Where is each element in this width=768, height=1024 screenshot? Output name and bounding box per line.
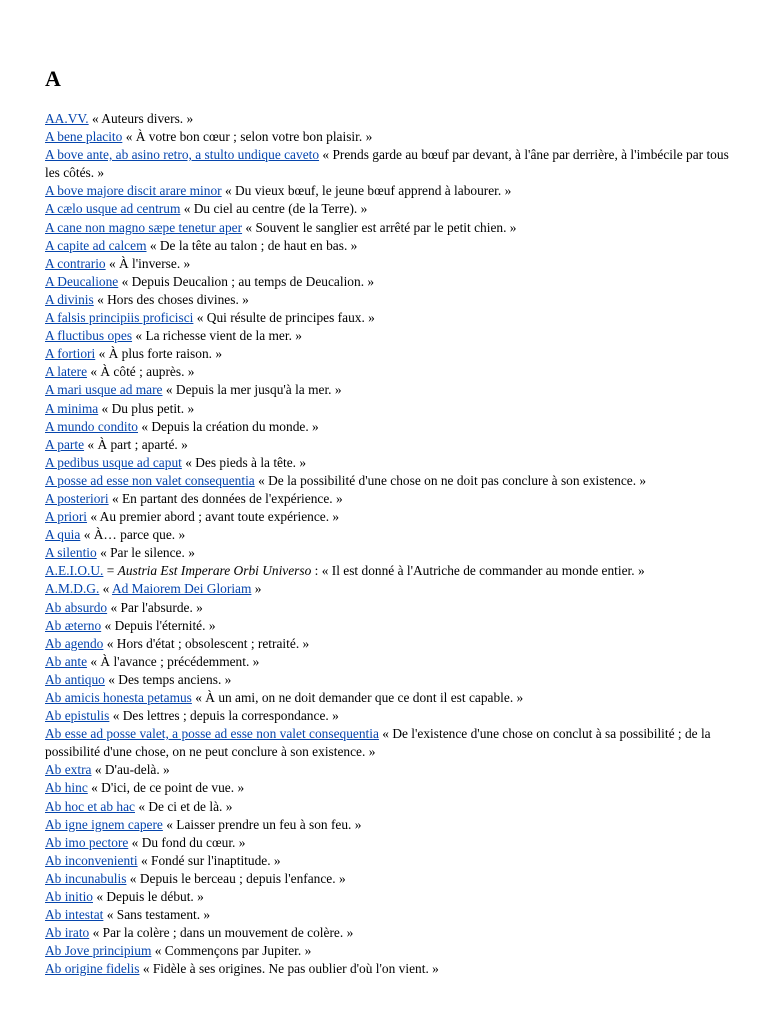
entry-term-link[interactable]: A priori bbox=[45, 509, 88, 525]
entry-term-link[interactable]: Ab imo pectore bbox=[45, 834, 129, 850]
entry-term-link[interactable]: A quia bbox=[45, 527, 81, 543]
list-item bbox=[45, 761, 735, 779]
entry-term-link[interactable]: A Deucalione bbox=[45, 273, 119, 289]
list-item bbox=[45, 960, 735, 978]
entry-definition: « Par le silence. » bbox=[96, 545, 195, 561]
entry-definition: « Hors des choses divines. » bbox=[93, 291, 249, 307]
list-item bbox=[45, 653, 735, 671]
list-item bbox=[45, 779, 735, 797]
entry-term-link[interactable]: Ab origine fidelis bbox=[45, 961, 140, 977]
entry-definition: » bbox=[251, 581, 262, 597]
list-item bbox=[45, 436, 735, 454]
entry-definition: « D'au-delà. » bbox=[91, 762, 170, 778]
list-item bbox=[45, 816, 735, 834]
entry-definition: « À votre bon cœur ; selon votre bon plaisir. » bbox=[122, 129, 373, 145]
entry-term-link[interactable]: AA.VV. bbox=[45, 111, 89, 126]
entry-term-link[interactable]: A silentio bbox=[45, 545, 97, 561]
entry-expansion-link[interactable]: Ad Maiorem Dei Gloriam bbox=[111, 581, 252, 597]
list-item bbox=[45, 544, 735, 562]
entry-definition: « À côté ; auprès. » bbox=[87, 364, 195, 380]
entry-definition: « Des lettres ; depuis la correspondance. » bbox=[109, 708, 339, 724]
list-item bbox=[45, 327, 735, 345]
entry-term-link[interactable]: A posse ad esse non valet consequentia bbox=[45, 472, 255, 488]
entry-term-link[interactable]: A.M.D.G. bbox=[45, 581, 100, 597]
entry-definition: « De ci et de là. » bbox=[134, 798, 233, 814]
entry-definition: « Depuis le berceau ; depuis l'enfance. » bbox=[126, 870, 346, 886]
entry-term-link[interactable]: A falsis principiis proficisci bbox=[45, 310, 194, 326]
list-item bbox=[45, 924, 735, 942]
entry-term-link[interactable]: Ab intestat bbox=[45, 907, 104, 923]
entry-term-link[interactable]: A mundo condito bbox=[45, 418, 138, 434]
entry-definition: « Fondé sur l'inaptitude. » bbox=[137, 852, 281, 868]
entry-term-link[interactable]: A minima bbox=[45, 400, 99, 416]
entry-term-link[interactable]: A fortiori bbox=[45, 346, 96, 362]
entry-term-link[interactable]: Ab epistulis bbox=[45, 708, 110, 724]
list-item bbox=[45, 508, 735, 526]
entry-definition: « Du fond du cœur. » bbox=[128, 834, 246, 850]
entry-definition: « À… parce que. » bbox=[80, 527, 186, 543]
list-item bbox=[45, 707, 735, 725]
list-item bbox=[45, 635, 735, 653]
list-item bbox=[45, 273, 735, 291]
entry-term-link[interactable]: Ab agendo bbox=[45, 635, 104, 651]
entry-expansion: Austria Est Imperare Orbi Universo bbox=[117, 563, 312, 579]
list-item bbox=[45, 852, 735, 870]
list-item bbox=[45, 146, 735, 182]
entry-definition: : « Il est donné à l'Autriche de commander au monde entier. » bbox=[311, 563, 645, 579]
entry-definition: « Par la colère ; dans un mouvement de colère. » bbox=[89, 925, 354, 941]
list-item bbox=[45, 472, 735, 490]
entry-term-link[interactable]: A latere bbox=[45, 364, 88, 380]
entry-term-link[interactable]: Ab absurdo bbox=[45, 599, 108, 615]
list-item bbox=[45, 490, 735, 508]
entry-term-link[interactable]: A capite ad calcem bbox=[45, 237, 147, 253]
list-item bbox=[45, 798, 735, 816]
list-item bbox=[45, 834, 735, 852]
entry-definition: « Du ciel au centre (de la Terre). » bbox=[180, 201, 368, 217]
list-item bbox=[45, 309, 735, 327]
entry-definition: « Depuis l'éternité. » bbox=[101, 617, 216, 633]
entry-term-link[interactable]: A bove majore discit arare minor bbox=[45, 183, 222, 199]
entry-definition: « De la tête au talon ; de haut en bas. » bbox=[146, 237, 358, 253]
entry-term-link[interactable]: A bove ante, ab asino retro, a stulto undique caveto bbox=[45, 147, 320, 163]
entry-separator: « bbox=[99, 581, 112, 597]
entry-definition: « Commençons par Jupiter. » bbox=[151, 943, 312, 959]
entry-term-link[interactable]: A.E.I.O.U. bbox=[45, 563, 104, 579]
list-item bbox=[45, 906, 735, 924]
entry-term-link[interactable]: Ab antiquo bbox=[45, 671, 105, 687]
list-item bbox=[45, 454, 735, 472]
entry-term-link[interactable]: A cælo usque ad centrum bbox=[45, 201, 181, 217]
list-item bbox=[45, 237, 735, 255]
entry-term-link[interactable]: A cane non magno sæpe tenetur aper bbox=[45, 219, 243, 235]
entry-term-link[interactable]: Ab igne ignem capere bbox=[45, 816, 163, 832]
entry-term-link[interactable]: Ab hinc bbox=[45, 780, 88, 796]
entry-definition: « D'ici, de ce point de vue. » bbox=[87, 780, 245, 796]
entry-definition: « À l'inverse. » bbox=[105, 255, 191, 271]
entry-definition: « Depuis Deucalion ; au temps de Deucalion. » bbox=[118, 273, 375, 289]
entry-term-link[interactable]: A mari usque ad mare bbox=[45, 382, 163, 398]
list-item bbox=[45, 418, 735, 436]
entry-definition: « Du vieux bœuf, le jeune bœuf apprend à labourer. » bbox=[221, 183, 512, 199]
list-item bbox=[45, 400, 735, 418]
entry-definition: « À un ami, on ne doit demander que ce dont il est capable. » bbox=[191, 690, 524, 705]
list-item bbox=[45, 255, 735, 273]
entry-term-link[interactable]: Ab esse ad posse valet, a posse ad esse non valet consequentia bbox=[45, 726, 379, 742]
entry-definition: « Hors d'état ; obsolescent ; retraité. » bbox=[103, 635, 310, 651]
entry-definition: « Des temps anciens. » bbox=[104, 671, 232, 687]
list-item bbox=[45, 870, 735, 888]
entry-term-link[interactable]: Ab ante bbox=[45, 653, 88, 669]
entry-term-link[interactable]: Ab inconvenienti bbox=[45, 852, 138, 868]
entry-definition: « Depuis la mer jusqu'à la mer. » bbox=[162, 382, 342, 398]
entry-definition: « De l'existence d'une chose on conclut à sa possibilité ; de la possibilité d'une chose, on ne peut conclure à son existence. » bbox=[45, 726, 711, 760]
entry-definition: « À l'avance ; précédemment. » bbox=[87, 653, 260, 669]
list-item bbox=[45, 562, 735, 580]
entry-definition: « À part ; aparté. » bbox=[84, 436, 188, 452]
entry-definition: « De la possibilité d'une chose on ne doit pas conclure à son existence. » bbox=[254, 472, 647, 488]
entry-term-link[interactable]: A divinis bbox=[45, 291, 94, 307]
entry-definition: « Fidèle à ses origines. Ne pas oublier d'où l'on vient. » bbox=[139, 961, 439, 977]
entry-definition: « Des pieds à la tête. » bbox=[181, 454, 307, 470]
list-item bbox=[45, 580, 735, 598]
entry-definition: « Du plus petit. » bbox=[98, 400, 195, 416]
entry-definition: « Par l'absurde. » bbox=[107, 599, 203, 615]
entry-definition: « Sans testament. » bbox=[103, 907, 211, 923]
list-item bbox=[45, 110, 735, 128]
entry-definition: « Depuis le début. » bbox=[93, 889, 204, 905]
entry-term-link[interactable]: Ab æterno bbox=[45, 617, 102, 633]
entry-definition: « Auteurs divers. » bbox=[88, 111, 194, 126]
entry-term-link[interactable]: Ab Jove principium bbox=[45, 943, 152, 959]
entry-list bbox=[45, 110, 735, 979]
entry-separator: = bbox=[103, 563, 118, 579]
entry-term-link[interactable]: Ab amicis honesta petamus bbox=[45, 690, 192, 705]
section-heading: A bbox=[45, 66, 61, 91]
list-item bbox=[45, 689, 735, 707]
entry-definition: « Qui résulte de principes faux. » bbox=[193, 310, 375, 326]
entry-definition: « La richesse vient de la mer. » bbox=[132, 328, 302, 344]
entry-term-link[interactable]: A fluctibus opes bbox=[45, 328, 133, 344]
entry-term-link[interactable]: A posteriori bbox=[45, 490, 109, 506]
list-item bbox=[45, 942, 735, 960]
entry-definition: « Au premier abord ; avant toute expérience. » bbox=[87, 509, 340, 525]
list-item bbox=[45, 182, 735, 200]
list-item bbox=[45, 345, 735, 363]
list-item bbox=[45, 671, 735, 689]
list-item bbox=[45, 363, 735, 381]
list-item bbox=[45, 200, 735, 218]
entry-term-link[interactable]: A bene placito bbox=[45, 129, 123, 145]
list-item bbox=[45, 381, 735, 399]
list-item bbox=[45, 219, 735, 237]
list-item bbox=[45, 128, 735, 146]
entry-term-link[interactable]: Ab extra bbox=[45, 762, 92, 778]
document-page bbox=[45, 66, 735, 979]
entry-term-link[interactable]: Ab irato bbox=[45, 925, 90, 941]
list-item bbox=[45, 291, 735, 309]
entry-definition: « Laisser prendre un feu à son feu. » bbox=[162, 816, 362, 832]
entry-definition: « Prends garde au bœuf par devant, à l'âne par derrière, à l'imbécile par tous les côtés. » bbox=[45, 147, 729, 181]
entry-term-link[interactable]: A parte bbox=[45, 436, 85, 452]
entry-definition: « En partant des données de l'expérience. » bbox=[108, 490, 343, 506]
entry-term-link[interactable]: A pedibus usque ad caput bbox=[45, 454, 182, 470]
list-item bbox=[45, 725, 735, 761]
list-item bbox=[45, 888, 735, 906]
entry-term-link[interactable]: A contrario bbox=[45, 255, 106, 271]
entry-term-link[interactable]: Ab incunabulis bbox=[45, 870, 127, 886]
list-item bbox=[45, 599, 735, 617]
list-item bbox=[45, 526, 735, 544]
entry-term-link[interactable]: Ab hoc et ab hac bbox=[45, 798, 135, 814]
entry-term-link[interactable]: Ab initio bbox=[45, 889, 93, 905]
entry-definition: « À plus forte raison. » bbox=[95, 346, 223, 362]
entry-definition: « Souvent le sanglier est arrêté par le petit chien. » bbox=[242, 219, 517, 235]
entry-definition: « Depuis la création du monde. » bbox=[138, 418, 319, 434]
list-item bbox=[45, 617, 735, 635]
